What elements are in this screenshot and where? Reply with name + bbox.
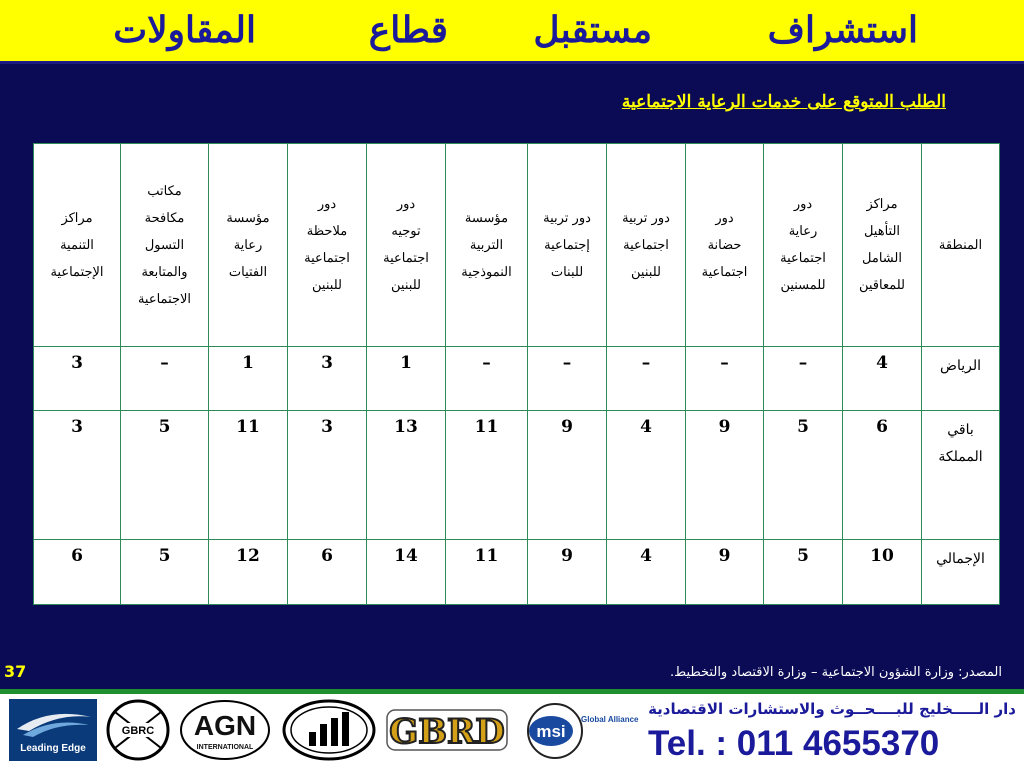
region-cell: الرياض [922,347,1000,411]
gbrc-logo-graphic [105,698,171,762]
table-cell: 10 [843,540,922,605]
column-header: مؤسسة رعاية الفتيات [209,144,288,347]
table-cell: 6 [288,540,367,605]
column-header: مكاتب مكافحة التسول والمتابعة الاجتماعية [121,144,209,347]
table-cell: 11 [209,411,288,540]
column-header: مراكز التنمية الإجتماعية [34,144,121,347]
agn-logo [178,698,272,762]
table-cell: – [686,347,764,411]
gbrd-logo-text: GBRD [389,712,505,752]
table-cell: 12 [209,540,288,605]
table-cell: 6 [34,540,121,605]
table-header-row [34,144,1000,347]
table-cell: 4 [607,411,686,540]
table-cell: 13 [367,411,446,540]
msi-logo-subtext: Global Alliance [581,715,639,724]
table-cell: 3 [288,347,367,411]
leading-edge-logo-text: Leading Edge [20,743,86,754]
column-header: مؤسسة التربية النموذجية [446,144,528,347]
table-row [34,347,1000,411]
table-cell: 6 [843,411,922,540]
table-cell: – [121,347,209,411]
chart-logo [280,698,378,762]
telephone-number: Tel. : 011 4655370 [648,724,940,763]
table-cell: 1 [367,347,446,411]
table-cell: 11 [446,540,528,605]
data-table [33,143,1000,605]
gbrc-logo-text: GBRC [121,725,155,737]
table-cell: 9 [528,540,607,605]
table-cell: 9 [528,411,607,540]
table-cell: 3 [34,411,121,540]
column-header: دور تربية إجتماعية للبنات [528,144,607,347]
leading-edge-logo [8,698,98,762]
column-header: دور توجيه اجتماعية للبنين [367,144,446,347]
title-word: قطاع [368,9,448,51]
column-header: مراكز التأهيل الشامل للمعاقين [843,144,922,347]
table-row [34,411,1000,540]
table-cell: 5 [764,540,843,605]
table-cell: 1 [209,347,288,411]
agn-logo-subtext: INTERNATIONAL [196,744,254,751]
title-word: المقاولات [113,9,256,51]
table-cell: 14 [367,540,446,605]
table-cell: – [607,347,686,411]
table-cell: 3 [34,347,121,411]
table-cell: 5 [121,411,209,540]
leading-edge-logo-graphic [9,699,97,761]
region-cell: الإجمالي [922,540,1000,605]
source-note: المصدر: وزارة الشؤون الاجتماعية – وزارة الاقتصاد والتخطيط. [669,665,1002,680]
column-header-region: المنطقة [922,144,1000,347]
page-number: 37 [4,662,27,681]
table-cell: – [764,347,843,411]
agn-logo-graphic [179,699,271,761]
column-header: دور حضانة اجتماعية [686,144,764,347]
gbrd-logo-graphic [385,702,509,758]
table-cell: 11 [446,411,528,540]
table-cell: 4 [843,347,922,411]
table-cell: 5 [764,411,843,540]
table-cell: 5 [121,540,209,605]
table-cell: 3 [288,411,367,540]
title-word: استشراف [767,9,918,51]
slide-subtitle: الطلب المتوقع على خدمات الرعاية الاجتماعية [621,92,946,112]
gbrc-logo [104,698,172,762]
region-cell: باقي المملكة [922,411,1000,540]
column-header: دور رعاية اجتماعية للمسنين [764,144,843,347]
table-cell: – [446,347,528,411]
gbrd-logo [384,698,510,762]
company-name: دار الـــــخليج للبــــحــوث والاستشارات الاقتصادية [648,700,1016,718]
column-header: دور تربية اجتماعية للبنين [607,144,686,347]
table-cell: – [528,347,607,411]
table-cell: 9 [686,411,764,540]
agn-logo-text: AGN [193,710,257,741]
table-cell: 9 [686,540,764,605]
msi-logo [516,698,639,762]
column-header: دور ملاحظة اجتماعية للبنين [288,144,367,347]
msi-logo-graphic [517,698,639,762]
title-word: مستقبل [533,9,652,51]
table-cell: 4 [607,540,686,605]
title-bar [0,0,1024,64]
chart-logo-graphic [281,698,377,762]
table-row [34,540,1000,605]
msi-logo-text: msi [536,722,566,741]
